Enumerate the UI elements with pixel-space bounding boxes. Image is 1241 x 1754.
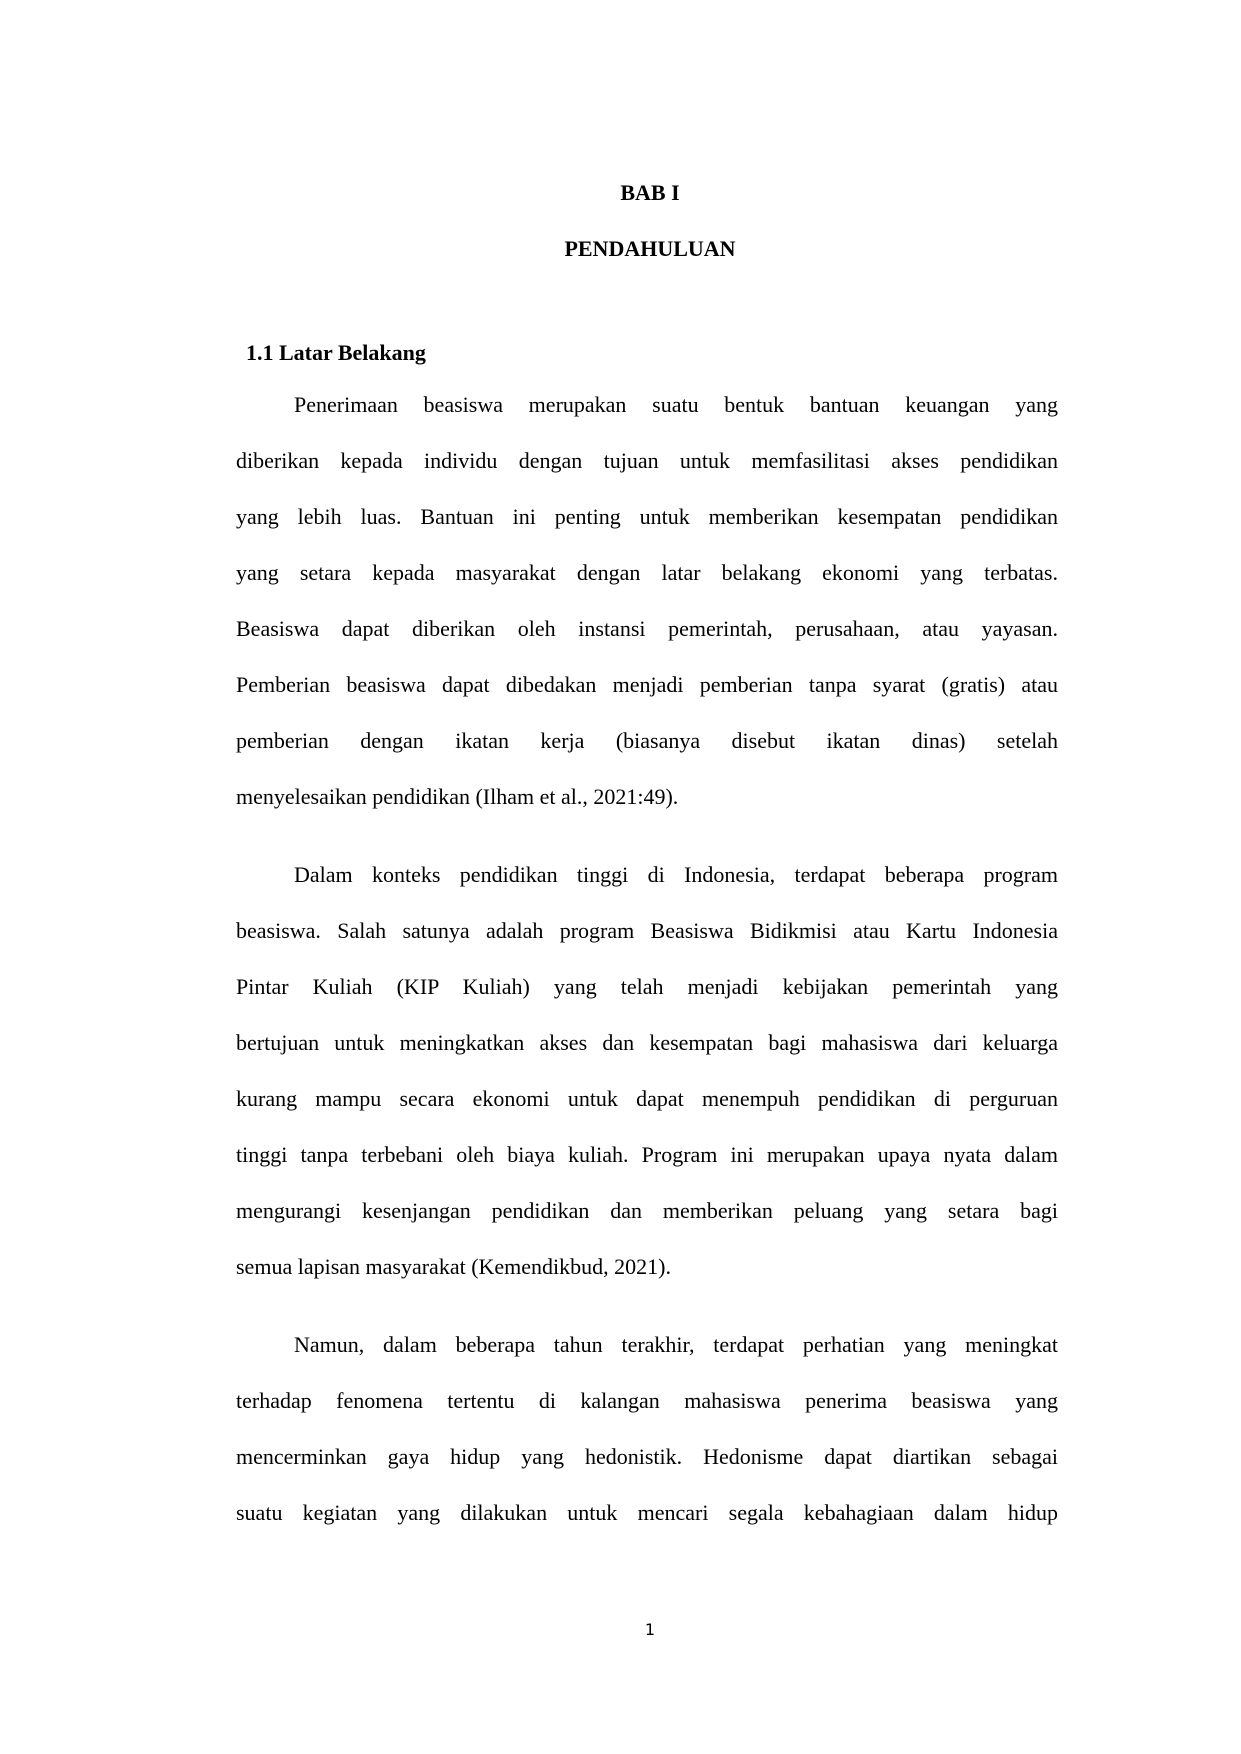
page-number: 1 (644, 1620, 656, 1639)
paragraph-line: Penerimaan beasiswa merupakan suatu bentuk bantuan keuangan yang (294, 392, 1058, 417)
paragraph-line: semua lapisan masyarakat (Kemendikbud, 2021). (236, 1254, 671, 1279)
chapter-title: PENDAHULUAN (564, 236, 736, 261)
paragraph-line: yang setara kepada masyarakat dengan latar belakang ekonomi yang terbatas. (236, 560, 1058, 585)
paragraph-line: Namun, dalam beberapa tahun terakhir, terdapat perhatian yang meningkat (294, 1332, 1058, 1357)
paragraph-line: terhadap fenomena tertentu di kalangan mahasiswa penerima beasiswa yang (236, 1388, 1058, 1413)
paragraph-line: Pintar Kuliah (KIP Kuliah) yang telah menjadi kebijakan pemerintah yang (236, 974, 1058, 999)
paragraph-line: pemberian dengan ikatan kerja (biasanya disebut ikatan dinas) setelah (236, 728, 1058, 753)
paragraph-line: menyelesaikan pendidikan (Ilham et al., 2021:49). (236, 784, 679, 809)
paragraph-line: mengurangi kesenjangan pendidikan dan memberikan peluang yang setara bagi (236, 1198, 1058, 1223)
paragraph-line: mencerminkan gaya hidup yang hedonistik. Hedonisme dapat diartikan sebagai (236, 1444, 1058, 1469)
paragraph-line: tinggi tanpa terbebani oleh biaya kuliah. Program ini merupakan upaya nyata dalam (236, 1142, 1058, 1167)
section-heading: 1.1 Latar Belakang (246, 340, 426, 365)
paragraph-line: suatu kegiatan yang dilakukan untuk mencari segala kebahagiaan dalam hidup (236, 1500, 1058, 1525)
paragraph-line: Pemberian beasiswa dapat dibedakan menjadi pemberian tanpa syarat (gratis) atau (236, 672, 1058, 697)
paragraph-line: kurang mampu secara ekonomi untuk dapat menempuh pendidikan di perguruan (236, 1086, 1058, 1111)
chapter-number: BAB I (620, 180, 680, 205)
paragraph-line: diberikan kepada individu dengan tujuan untuk memfasilitasi akses pendidikan (236, 448, 1058, 473)
paragraph-line: beasiswa. Salah satunya adalah program Beasiswa Bidikmisi atau Kartu Indonesia (236, 918, 1058, 943)
paragraph-line: bertujuan untuk meningkatkan akses dan kesempatan bagi mahasiswa dari keluarga (236, 1030, 1058, 1055)
paragraph-line: Beasiswa dapat diberikan oleh instansi pemerintah, perusahaan, atau yayasan. (236, 616, 1058, 641)
paragraph-line: Dalam konteks pendidikan tinggi di Indonesia, terdapat beberapa program (294, 862, 1058, 887)
paragraph-line: yang lebih luas. Bantuan ini penting untuk memberikan kesempatan pendidikan (236, 504, 1058, 529)
